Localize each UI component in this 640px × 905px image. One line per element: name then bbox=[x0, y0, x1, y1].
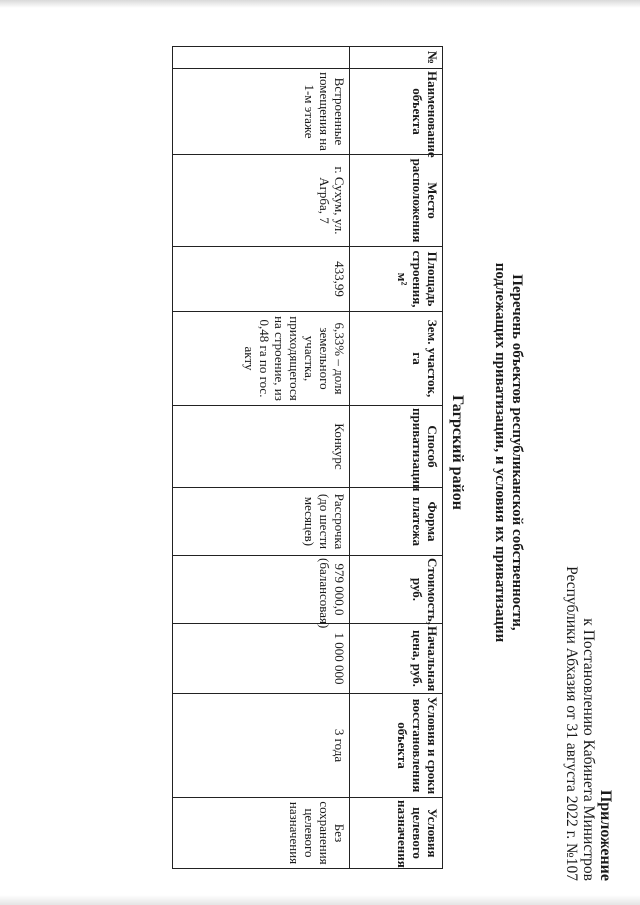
cell-initial-price: 1 000 000 bbox=[173, 624, 350, 694]
appendix-line-2: Республики Абхазия от 31 августа 2022 г. №107 bbox=[563, 566, 580, 881]
cell-restoration-terms: 3 года bbox=[173, 694, 350, 798]
header-privatization-method: Способ приватизации bbox=[350, 406, 443, 488]
header-location: Место расположения bbox=[350, 155, 443, 247]
cell-location: г. Сухум, ул. Агрба, 7 bbox=[173, 155, 350, 247]
privatization-table bbox=[172, 46, 443, 869]
header-restoration-terms: Условия и сроки восстановления объекта bbox=[350, 694, 443, 798]
header-cost: Стоимость, руб. bbox=[350, 556, 443, 624]
cell-payment-form: Рассрочка (до шести месяцев) bbox=[173, 488, 350, 556]
appendix-title: Приложение bbox=[597, 789, 614, 881]
header-initial-price: Начальная цена, руб. bbox=[350, 624, 443, 694]
document-title-line-2: подлежащих приватизации, и условия их приватизации bbox=[492, 262, 508, 643]
appendix-line-1: к Постановлению Кабинета Министров bbox=[580, 618, 597, 881]
cell-area: 433,99 bbox=[173, 247, 350, 312]
header-area: Площадь строения, м² bbox=[350, 247, 443, 312]
district-heading: Гагрский район bbox=[449, 394, 466, 511]
cell-purpose-conditions: Без сохранения целевого назначения bbox=[173, 798, 350, 869]
appendix-header bbox=[563, 566, 614, 881]
header-purpose-conditions: Условия целевого назначения bbox=[350, 798, 443, 869]
document-title bbox=[491, 0, 525, 905]
cell-cost: 979 000,0 (балансовая) bbox=[173, 556, 350, 624]
cell-privatization-method: Конкурс bbox=[173, 406, 350, 488]
header-land-plot: Зем. участок, га bbox=[350, 312, 443, 406]
header-number: № bbox=[350, 47, 443, 69]
cell-land-plot: 6,33% – доля земельного участка, приходящегося на строение, из 0,48 га по гос. акту bbox=[173, 312, 350, 406]
header-payment-form: Форма платежа bbox=[350, 488, 443, 556]
cell-object-name: Встроенные помещения на 1-м этаже bbox=[173, 69, 350, 155]
table-header-row bbox=[350, 47, 443, 869]
header-object-name: Наименование объекта bbox=[350, 69, 443, 155]
document-title-line-1: Перечень объектов республиканской собственности, bbox=[509, 274, 525, 631]
cell-number bbox=[173, 47, 350, 69]
table-row bbox=[173, 47, 350, 869]
